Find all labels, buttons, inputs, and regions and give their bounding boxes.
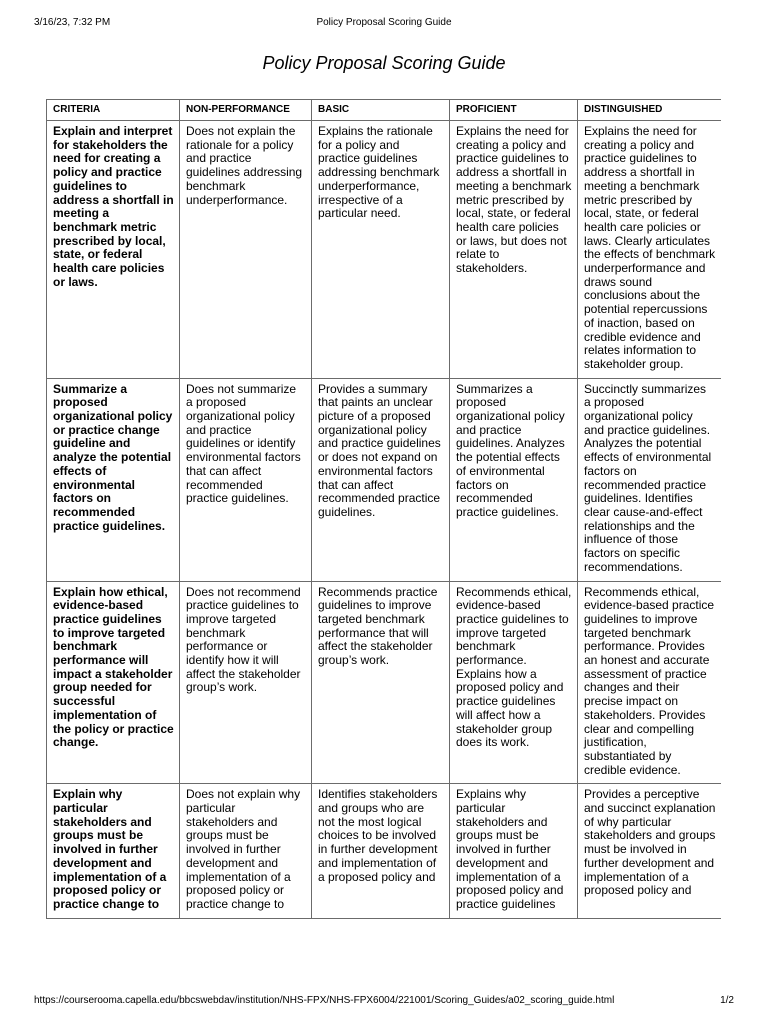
header-non-performance: NON-PERFORMANCE — [180, 100, 312, 121]
table-header-row — [47, 100, 722, 121]
distinguished-cell: Explains the need for creating a policy and practice guidelines to address a shortfall in meeting a benchmark metric prescribed by local, state, or federal health care policies or laws. Clearly articulates the effects of benchmark underperformance and draws sound conclusions about the potential repercussions of inaction, based on credible evidence and relates information to stakeholder group. — [578, 121, 722, 379]
print-doc-title: Policy Proposal Scoring Guide — [316, 17, 452, 28]
table-row — [47, 784, 722, 918]
table-row — [47, 378, 722, 581]
non-performance-cell: Does not summarize a proposed organizational policy and practice guidelines or identify environmental factors that can affect recommended practice guidelines. — [180, 378, 312, 581]
criteria-cell: Explain how ethical, evidence-based practice guidelines to improve targeted benchmark performance will impact a stakeholder group needed for successful implementation of the policy or practice change. — [47, 581, 180, 784]
print-datetime: 3/16/23, 7:32 PM — [34, 17, 111, 28]
print-header — [34, 17, 734, 31]
header-criteria: CRITERIA — [47, 100, 180, 121]
basic-cell: Explains the rationale for a policy and practice guidelines addressing benchmark underperformance, irrespective of a particular need. — [312, 121, 450, 379]
criteria-cell: Explain and interpret for stakeholders the need for creating a policy and practice guidelines to address a shortfall in meeting a benchmark metric prescribed by local, state, or federal health care policies or laws. — [47, 121, 180, 379]
basic-cell: Recommends practice guidelines to improve targeted benchmark performance that will affect the stakeholder group’s work. — [312, 581, 450, 784]
basic-cell: Identifies stakeholders and groups who are not the most logical choices to be involved in further development and implementation of a proposed policy and — [312, 784, 450, 918]
proficient-cell: Explains why particular stakeholders and groups must be involved in further development and implementation of a proposed policy and practice guidelines — [450, 784, 578, 918]
distinguished-cell: Recommends ethical, evidence-based practice guidelines to improve targeted benchmark performance. Provides an honest and accurate assessment of practice changes and their precise impact on stakeholders. Provides clear and compelling justification, substantiated by credible evidence. — [578, 581, 722, 784]
non-performance-cell: Does not recommend practice guidelines to improve targeted benchmark performance or identify how it will affect the stakeholder group’s work. — [180, 581, 312, 784]
header-proficient: PROFICIENT — [450, 100, 578, 121]
criteria-cell: Summarize a proposed organizational policy or practice change guideline and analyze the potential effects of environmental factors on recommended practice guidelines. — [47, 378, 180, 581]
non-performance-cell: Does not explain why particular stakeholders and groups must be involved in further development and implementation of a proposed policy or practice change to — [180, 784, 312, 918]
proficient-cell: Recommends ethical, evidence-based practice guidelines to improve targeted benchmark performance. Explains how a proposed policy and practice guidelines will affect how a stakeholder group does its work. — [450, 581, 578, 784]
page-title: Policy Proposal Scoring Guide — [262, 53, 506, 73]
table-row — [47, 581, 722, 784]
proficient-cell: Explains the need for creating a policy and practice guidelines to address a shortfall in meeting a benchmark metric prescribed by local, state, or federal health care policies or laws, but does not relate to stakeholders. — [450, 121, 578, 379]
distinguished-cell: Succinctly summarizes a proposed organizational policy and practice guidelines. Analyzes the potential effects of environmental factors on recommended practice guidelines. Identifies clear cause-and-effect relationships and the influence of those factors on specific recommendations. — [578, 378, 722, 581]
header-basic: BASIC — [312, 100, 450, 121]
non-performance-cell: Does not explain the rationale for a policy and practice guidelines addressing benchmark underperformance. — [180, 121, 312, 379]
header-distinguished: DISTINGUISHED — [578, 100, 722, 121]
distinguished-cell: Provides a perceptive and succinct explanation of why particular stakeholders and groups must be involved in further development and implementation of a proposed policy and — [578, 784, 722, 918]
scoring-table — [46, 99, 721, 919]
print-url: https://courserooma.capella.edu/bbcswebdav/institution/NHS-FPX/NHS-FPX6004/221001/Scoring_Guides/a02_scoring_guide.html — [34, 995, 615, 1006]
table-row — [47, 121, 722, 379]
page-number: 1/2 — [720, 995, 734, 1006]
proficient-cell: Summarizes a proposed organizational policy and practice guidelines. Analyzes the potential effects of environmental factors on recommended practice guidelines. — [450, 378, 578, 581]
basic-cell: Provides a summary that paints an unclear picture of a proposed organizational policy and practice guidelines or does not expand on environmental factors that can affect recommended practice guidelines. — [312, 378, 450, 581]
print-footer — [34, 995, 734, 1009]
scoring-rubric — [46, 99, 721, 984]
criteria-cell: Explain why particular stakeholders and groups must be involved in further development and implementation of a proposed policy or practice change to — [47, 784, 180, 918]
